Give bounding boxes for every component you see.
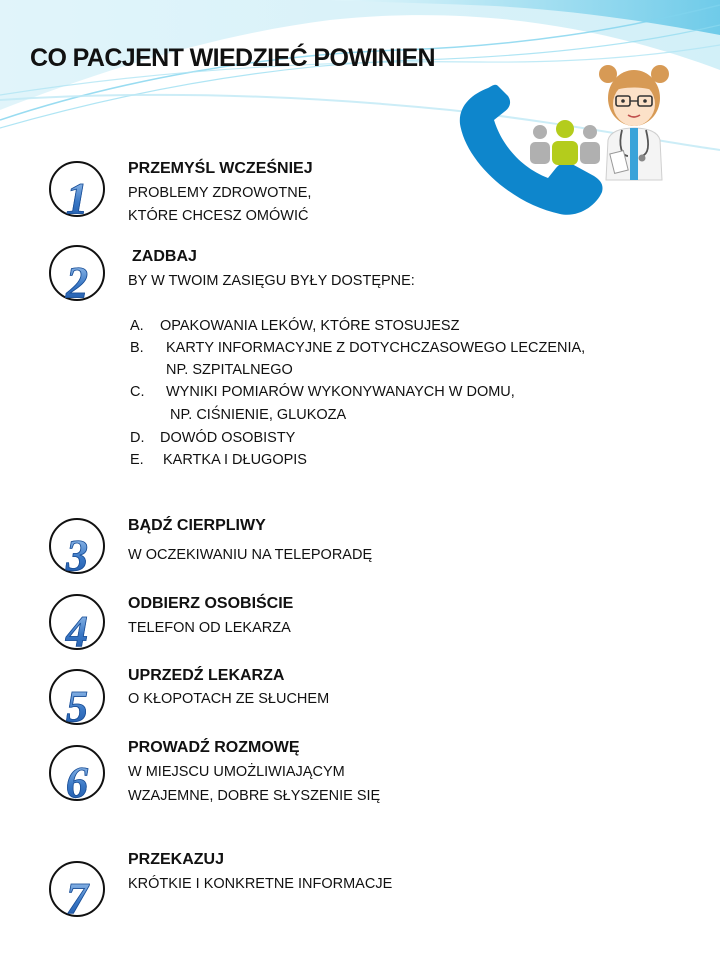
step-text-line: PROBLEMY ZDROWOTNE, xyxy=(128,185,312,201)
step-heading: PRZEMYŚL WCZEŚNIEJ xyxy=(128,160,313,177)
sub-item-text: WYNIKI POMIARÓW WYKONYWANAYCH W DOMU, xyxy=(166,384,515,400)
step-number-badge xyxy=(49,669,105,731)
step-heading: PRZEKAZUJ xyxy=(128,851,225,868)
step-number: 2 xyxy=(51,261,103,305)
sub-item-letter: C. xyxy=(130,384,145,400)
step-text-line: BY W TWOIM ZASIĘGU BYŁY DOSTĘPNE: xyxy=(128,273,415,289)
step-text-line: O KŁOPOTACH ZE SŁUCHEM xyxy=(128,691,330,707)
sub-item-letter: A. xyxy=(130,318,144,334)
step-number-badge xyxy=(49,518,105,580)
page-title: CO PACJENT WIEDZIEĆ POWINIEN xyxy=(30,44,435,72)
step-text-line: W MIEJSCU UMOŻLIWIAJĄCYM xyxy=(128,764,345,780)
step-number: 5 xyxy=(51,685,103,729)
step-heading: BĄDŹ CIERPLIWY xyxy=(128,517,266,534)
step-heading: ZADBAJ xyxy=(132,248,197,265)
sub-item-text: NP. CIŚNIENIE, GLUKOZA xyxy=(170,407,347,423)
sub-item-text: DOWÓD OSOBISTY xyxy=(160,430,296,446)
step-number-badge xyxy=(49,594,105,656)
doctor-illustration-icon xyxy=(598,60,670,182)
sub-item-text: OPAKOWANIA LEKÓW, KTÓRE STOSUJESZ xyxy=(160,318,460,334)
sub-item-text: KARTKA I DŁUGOPIS xyxy=(163,452,307,468)
sub-item-letter: E. xyxy=(130,452,144,468)
step-heading: ODBIERZ OSOBIŚCIE xyxy=(128,595,294,612)
step-number-badge xyxy=(49,161,105,223)
step-text-line: KRÓTKIE I KONKRETNE INFORMACJE xyxy=(128,876,393,892)
step-number-badge xyxy=(49,245,105,307)
step-text-line: KTÓRE CHCESZ OMÓWIĆ xyxy=(128,208,309,224)
step-heading: PROWADŹ ROZMOWĘ xyxy=(128,739,300,756)
step-number-badge xyxy=(49,745,105,807)
step-heading: UPRZEDŹ LEKARZA xyxy=(128,667,285,684)
sub-item-letter: D. xyxy=(130,430,145,446)
sub-item-letter: B. xyxy=(130,340,144,356)
step-number: 7 xyxy=(51,877,103,921)
people-group-icon xyxy=(528,118,602,166)
sub-item-text: NP. SZPITALNEGO xyxy=(166,362,293,378)
step-number: 6 xyxy=(51,761,103,805)
step-text-line: TELEFON OD LEKARZA xyxy=(128,620,291,636)
step-text-line: WZAJEMNE, DOBRE SŁYSZENIE SIĘ xyxy=(128,788,381,804)
step-text-line: W OCZEKIWANIU NA TELEPORADĘ xyxy=(128,547,373,563)
step-number: 4 xyxy=(51,610,103,654)
step-number: 3 xyxy=(51,534,103,578)
step-number-badge xyxy=(49,861,105,923)
step-number: 1 xyxy=(51,177,103,221)
sub-item-text: KARTY INFORMACYJNE Z DOTYCHCZASOWEGO LECZENIA, xyxy=(166,340,586,356)
